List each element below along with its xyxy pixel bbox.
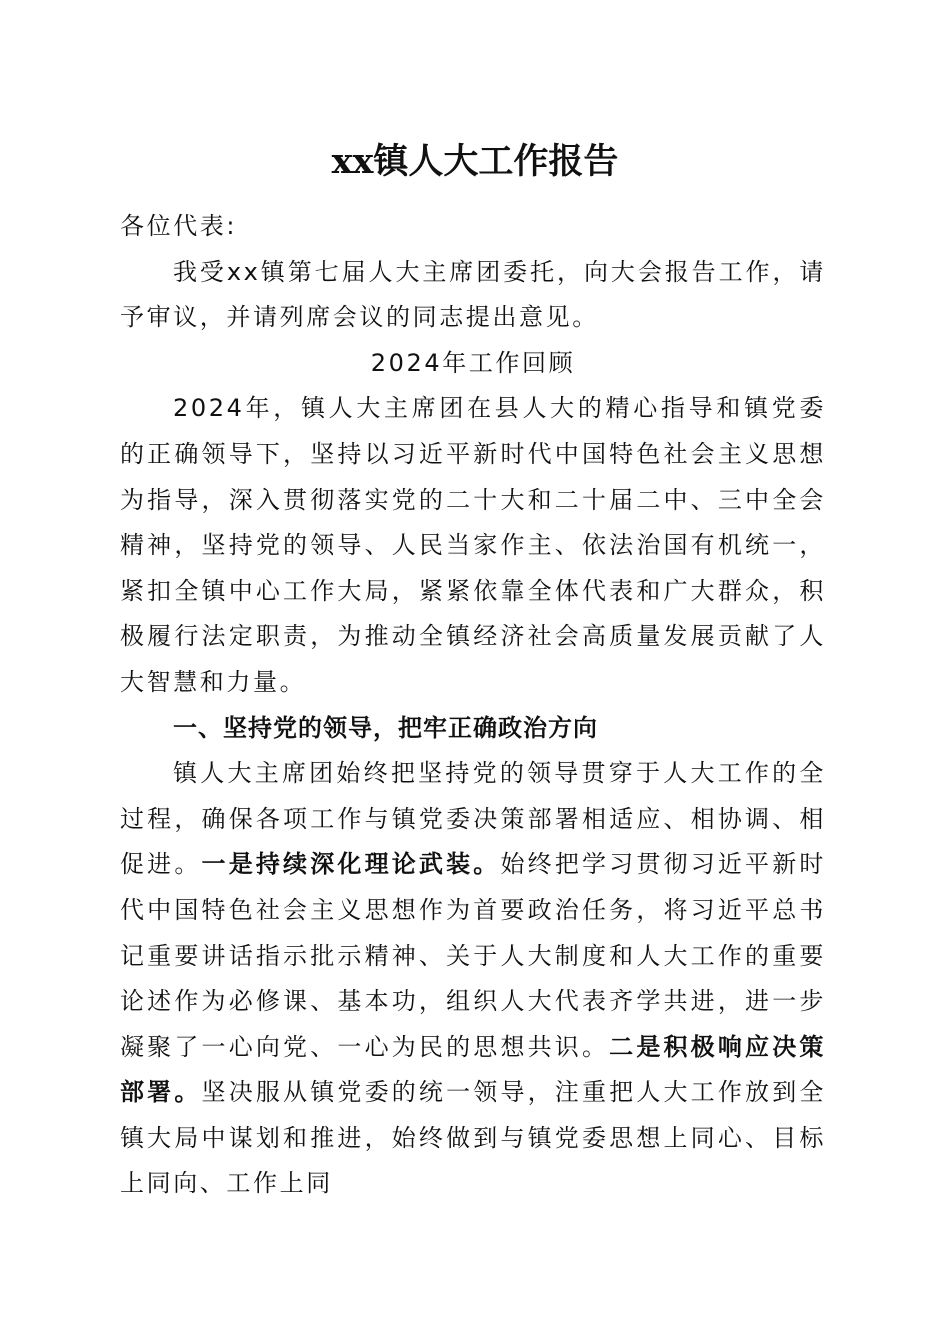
paragraph-text: 始终把学习贯彻习近平新时代中国特色社会主义思想作为首要政治任务，将习近平总书记重要讲话指示批示精神、关于人大制度和人大工作的重要论述作为必修课、基本功，组织人大代表齐学共进，进一步凝聚了一心向党、一心为民的思想共识。 bbox=[120, 850, 826, 1061]
section-1-paragraph bbox=[120, 751, 826, 1207]
intro-paragraph: 我受xx镇第七届人大主席团委托，向大会报告工作，请予审议，并请列席会议的同志提出意见。 bbox=[120, 257, 826, 332]
paragraph-text: 镇人大主席团始终把坚持党的领导贯穿于人大工作的全过程，确保各项工作与镇党委决策部署相适应、相协调、相促进。 bbox=[120, 759, 826, 879]
document-body bbox=[120, 204, 826, 1207]
section-review-title: 2024年工作回顾 bbox=[370, 348, 576, 377]
section-heading-1: 一、坚持党的领导，把牢正确政治方向 bbox=[173, 713, 598, 742]
bold-point-2: 二是积极响应决策部署。 bbox=[120, 1032, 826, 1107]
salutation: 各位代表: bbox=[120, 212, 238, 240]
bold-point-1: 一是持续深化理论武装。 bbox=[201, 850, 501, 879]
paragraph-text: 坚决服从镇党委的统一领导，注重把人大工作放到全镇大局中谋划和推进，始终做到与镇党委思想上同心、目标上同向、工作上同 bbox=[120, 1078, 826, 1198]
review-paragraph: 2024年，镇人大主席团在县人大的精心指导和镇党委的正确领导下，坚持以习近平新时代中国特色社会主义思想为指导，深入贯彻落实党的二十大和二十届二中、三中全会精神，坚持党的领导、人民当家作主、依法治国有机统一，紧扣全镇中心工作大局，紧紧依靠全体代表和广大群众，积极履行法定职责，为推动全镇经济社会高质量发展贡献了人大智慧和力量。 bbox=[120, 394, 826, 696]
document-title: xx镇人大工作报告 bbox=[331, 141, 619, 182]
